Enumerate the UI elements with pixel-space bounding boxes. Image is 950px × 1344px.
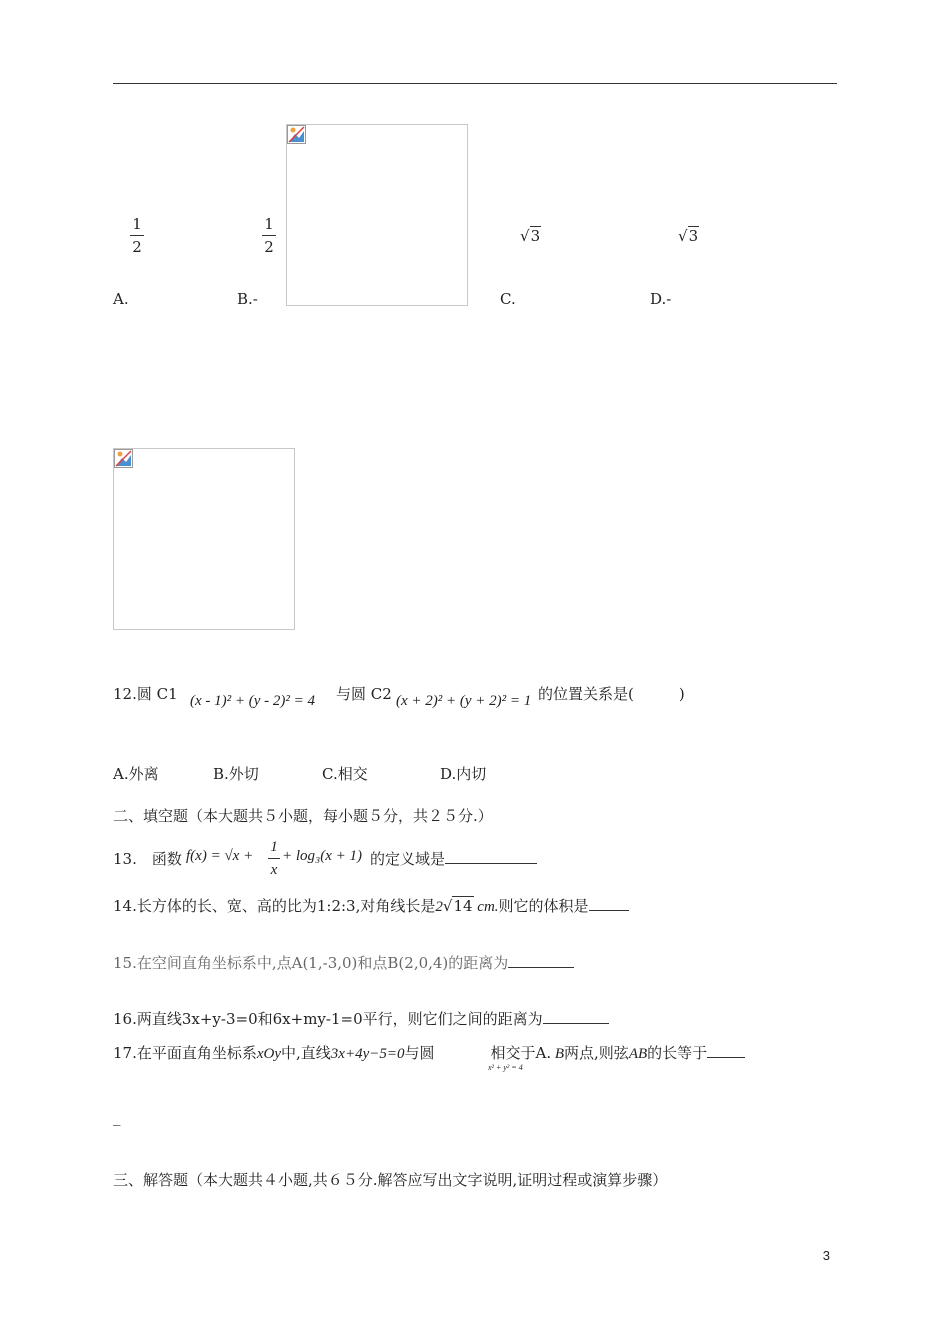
q17-continuation: _ — [113, 1108, 121, 1126]
q17-circle-equation: x² + y² = 4 — [488, 1063, 523, 1072]
q12-option-b: B.外切 — [213, 765, 259, 783]
q12-suffix: 的位置关系是( ) — [538, 685, 685, 703]
option-c-label: C. — [500, 290, 516, 308]
q14-answer-blank[interactable] — [589, 896, 629, 911]
option-b-label: B.- — [237, 290, 258, 308]
option-c-sqrt: √3 — [520, 227, 541, 245]
q13-suffix: 的定义域是 — [370, 848, 537, 869]
option-a-fraction: 1 2 — [130, 215, 144, 256]
broken-image-figure — [286, 124, 468, 306]
q15-answer-blank[interactable] — [508, 953, 574, 968]
broken-image-icon — [287, 125, 306, 144]
q16-text: 16.两直线3x+y-3=0和6x+my-1=0平行，则它们之间的距离为 — [113, 1008, 609, 1029]
q13-prefix: 13. 函数 — [113, 850, 182, 868]
section-3-heading: 三、解答题（本大题共４小题,共６５分.解答应写出文字说明,证明过程或演算步骤） — [113, 1171, 668, 1189]
q17-answer-blank[interactable] — [707, 1043, 745, 1058]
q13-answer-blank[interactable] — [445, 849, 537, 864]
broken-image-figure-2 — [113, 448, 295, 630]
q15-text: 15.在空间直角坐标系中,点A(1,-3,0)和点B(2,0,4)的距离为 — [113, 952, 574, 973]
q13-log: + log₃(x + 1) — [282, 848, 363, 864]
q12-circle1-equation: (x - 1)² + (y - 2)² = 4 — [190, 693, 316, 709]
section-2-heading: 二、填空题（本大题共５小题，每小题５分，共２５分.） — [113, 807, 493, 825]
q14-text: 14.长方体的长、宽、高的比为1:2:3,对角线长是2√14 cm.则它的体积是 — [113, 895, 629, 916]
q12-option-d: D.内切 — [440, 765, 487, 783]
broken-image-icon — [114, 449, 133, 468]
option-b-fraction: 1 2 — [262, 215, 276, 256]
option-d-label: D.- — [650, 290, 672, 308]
q13-function: f(x) = √x + — [186, 848, 254, 864]
q16-answer-blank[interactable] — [543, 1009, 609, 1024]
q12-option-c: C.相交 — [322, 765, 368, 783]
q12-circle2-equation: (x + 2)² + (y + 2)² = 1 — [396, 693, 532, 709]
q13-fraction: 1 x — [268, 838, 280, 879]
q12-prefix: 12.圆 C1 — [113, 685, 178, 703]
q12-option-a: A.外离 — [113, 765, 159, 783]
q12-mid: 与圆 C2 — [336, 685, 392, 703]
option-d-sqrt: √3 — [678, 227, 699, 245]
q17-text: 17.在平面直角坐标系xOy中,直线3x+4y−5=0与圆 相交于A. B两点,则弦AB的长等于 — [113, 1042, 745, 1063]
option-a-label: A. — [113, 290, 129, 308]
header-rule — [113, 83, 837, 84]
page-number: 3 — [822, 1248, 830, 1263]
